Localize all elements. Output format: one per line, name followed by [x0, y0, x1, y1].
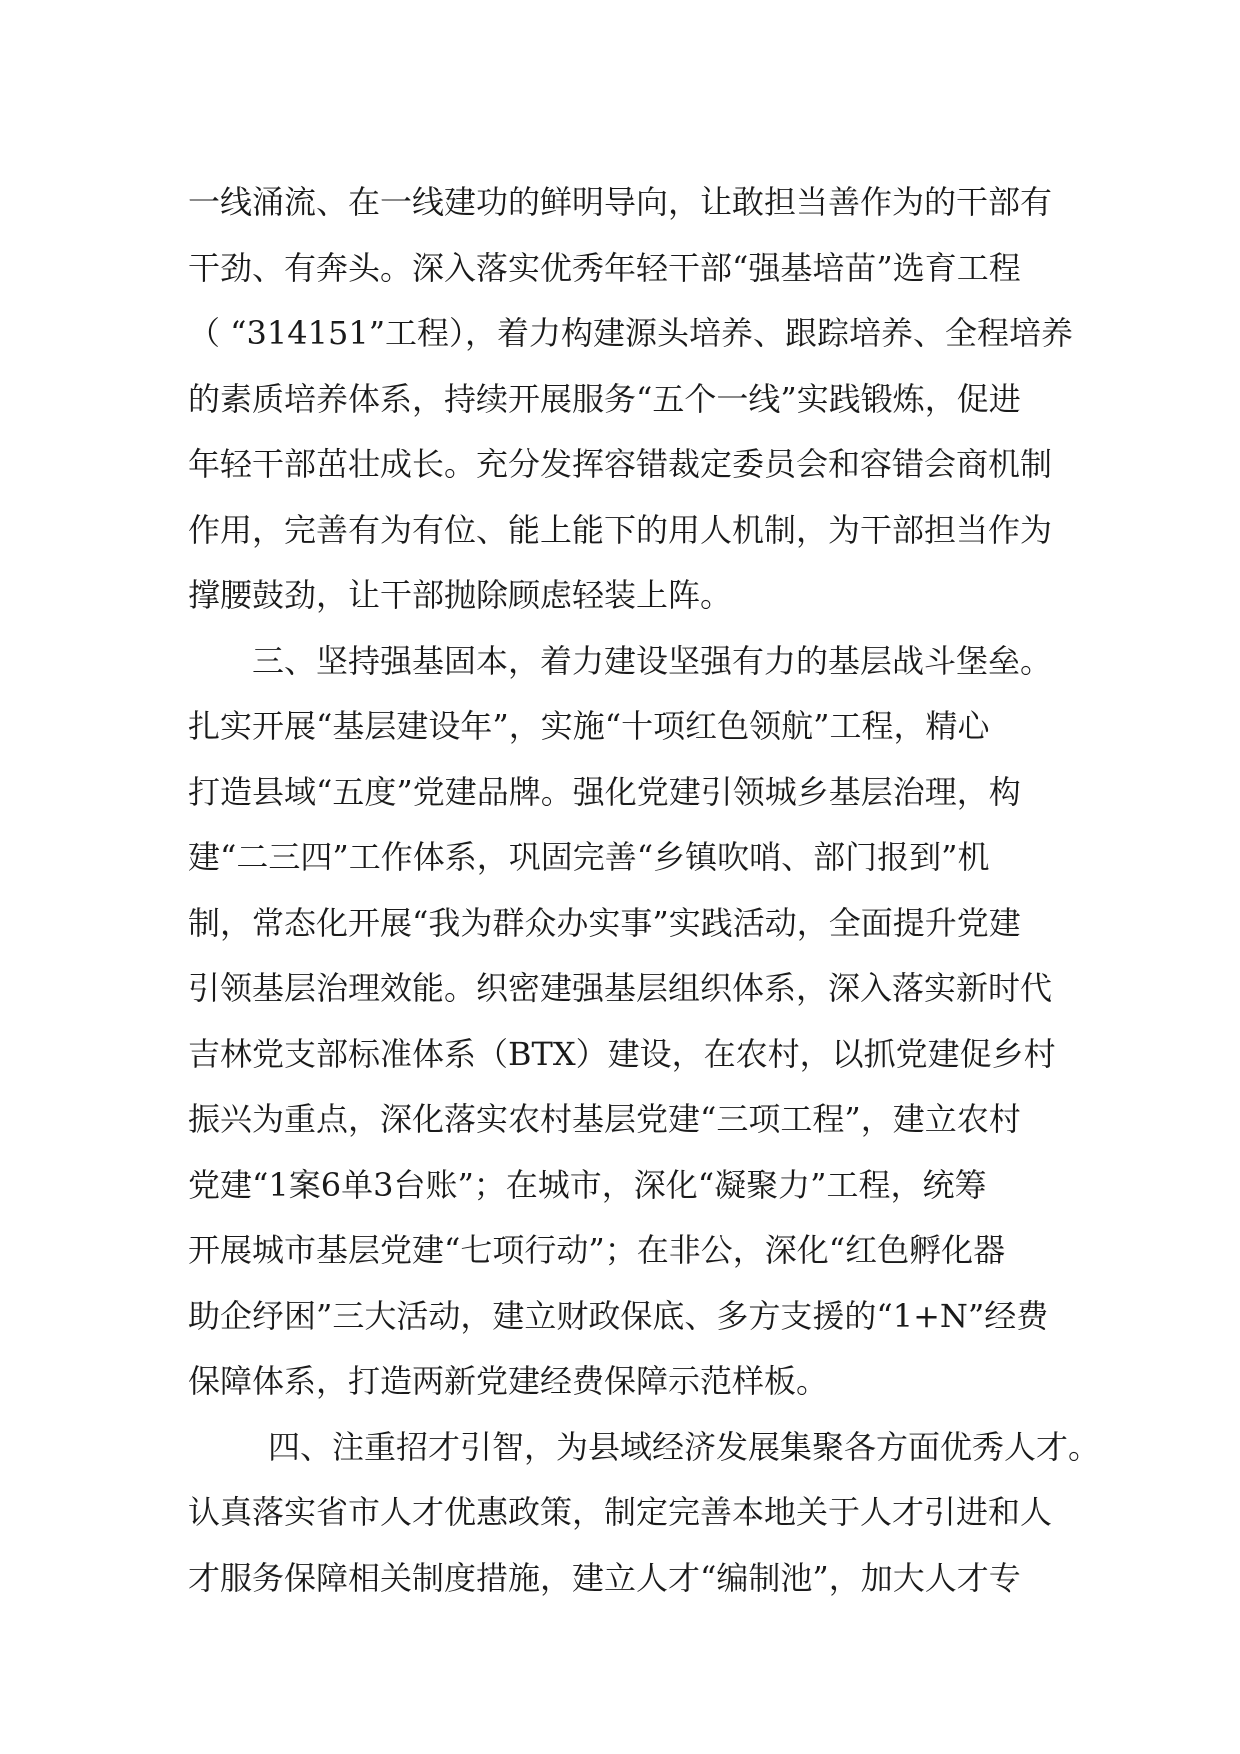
- text-line: 吉林党支部标准体系（BTX）建设，在农村，以抓党建促乡村: [188, 1034, 1056, 1073]
- text-line: 党建“1案6单3台账”；在城市，深化“凝聚力”工程，统筹: [188, 1165, 987, 1204]
- section-heading-4: 四、注重招才引智，为县域经济发展集聚各方面优秀人才。: [268, 1427, 1101, 1466]
- text-line: 引领基层治理效能。织密建强基层组织体系，深入落实新时代: [188, 969, 1053, 1007]
- document-body: [188, 170, 1101, 1611]
- text-line: 制，常态化开展“我为群众办实事”实践活动，全面提升党建: [188, 903, 1021, 942]
- text-line: 干劲、有奔头。深入落实优秀年轻干部“强基培苗”选育工程: [188, 248, 1021, 287]
- text-line: 保障体系，打造两新党建经费保障示范样板。: [188, 1362, 829, 1400]
- text-line: 助企纾困”三大活动，建立财政保底、多方支援的“1+N”经费: [188, 1296, 1049, 1335]
- text-line: 打造县域“五度”党建品牌。强化党建引领城乡基层治理，构: [188, 772, 1021, 811]
- text-line: 振兴为重点，深化落实农村基层党建“三项工程”，建立农村: [188, 1100, 1021, 1138]
- section-heading-3: 三、坚持强基固本，着力建设坚强有力的基层战斗堡垒。: [252, 641, 1053, 680]
- text-line: 年轻干部茁壮成长。充分发挥容错裁定委员会和容错会商机制: [188, 445, 1053, 483]
- text-line: 建“二三四”工作体系，巩固完善“乡镇吹哨、部门报到”机: [188, 838, 990, 876]
- text-line: 认真落实省市人才优惠政策，制定完善本地关于人才引进和人: [188, 1493, 1053, 1531]
- text-line: 扎实开展“基层建设年”，实施“十项红色领航”工程，精心: [188, 707, 990, 745]
- text-line: 撑腰鼓劲，让干部抛除顾虑轻装上阵。: [188, 576, 733, 614]
- text-line: 才服务保障相关制度措施，建立人才“编制池”，加大人才专: [188, 1558, 1021, 1597]
- text-line: 的素质培养体系，持续开展服务“五个一线”实践锻炼，促进: [188, 379, 1021, 418]
- text-line: （ “314151”工程），着力构建源头培养、跟踪培养、全程培养: [188, 314, 1074, 352]
- text-line: 开展城市基层党建“七项行动”；在非公，深化“红色孵化器: [188, 1231, 1006, 1269]
- text-line: 作用，完善有为有位、能上能下的用人机制，为干部担当作为: [188, 510, 1053, 549]
- text-line: 一线涌流、在一线建功的鲜明导向，让敢担当善作为的干部有: [188, 183, 1053, 221]
